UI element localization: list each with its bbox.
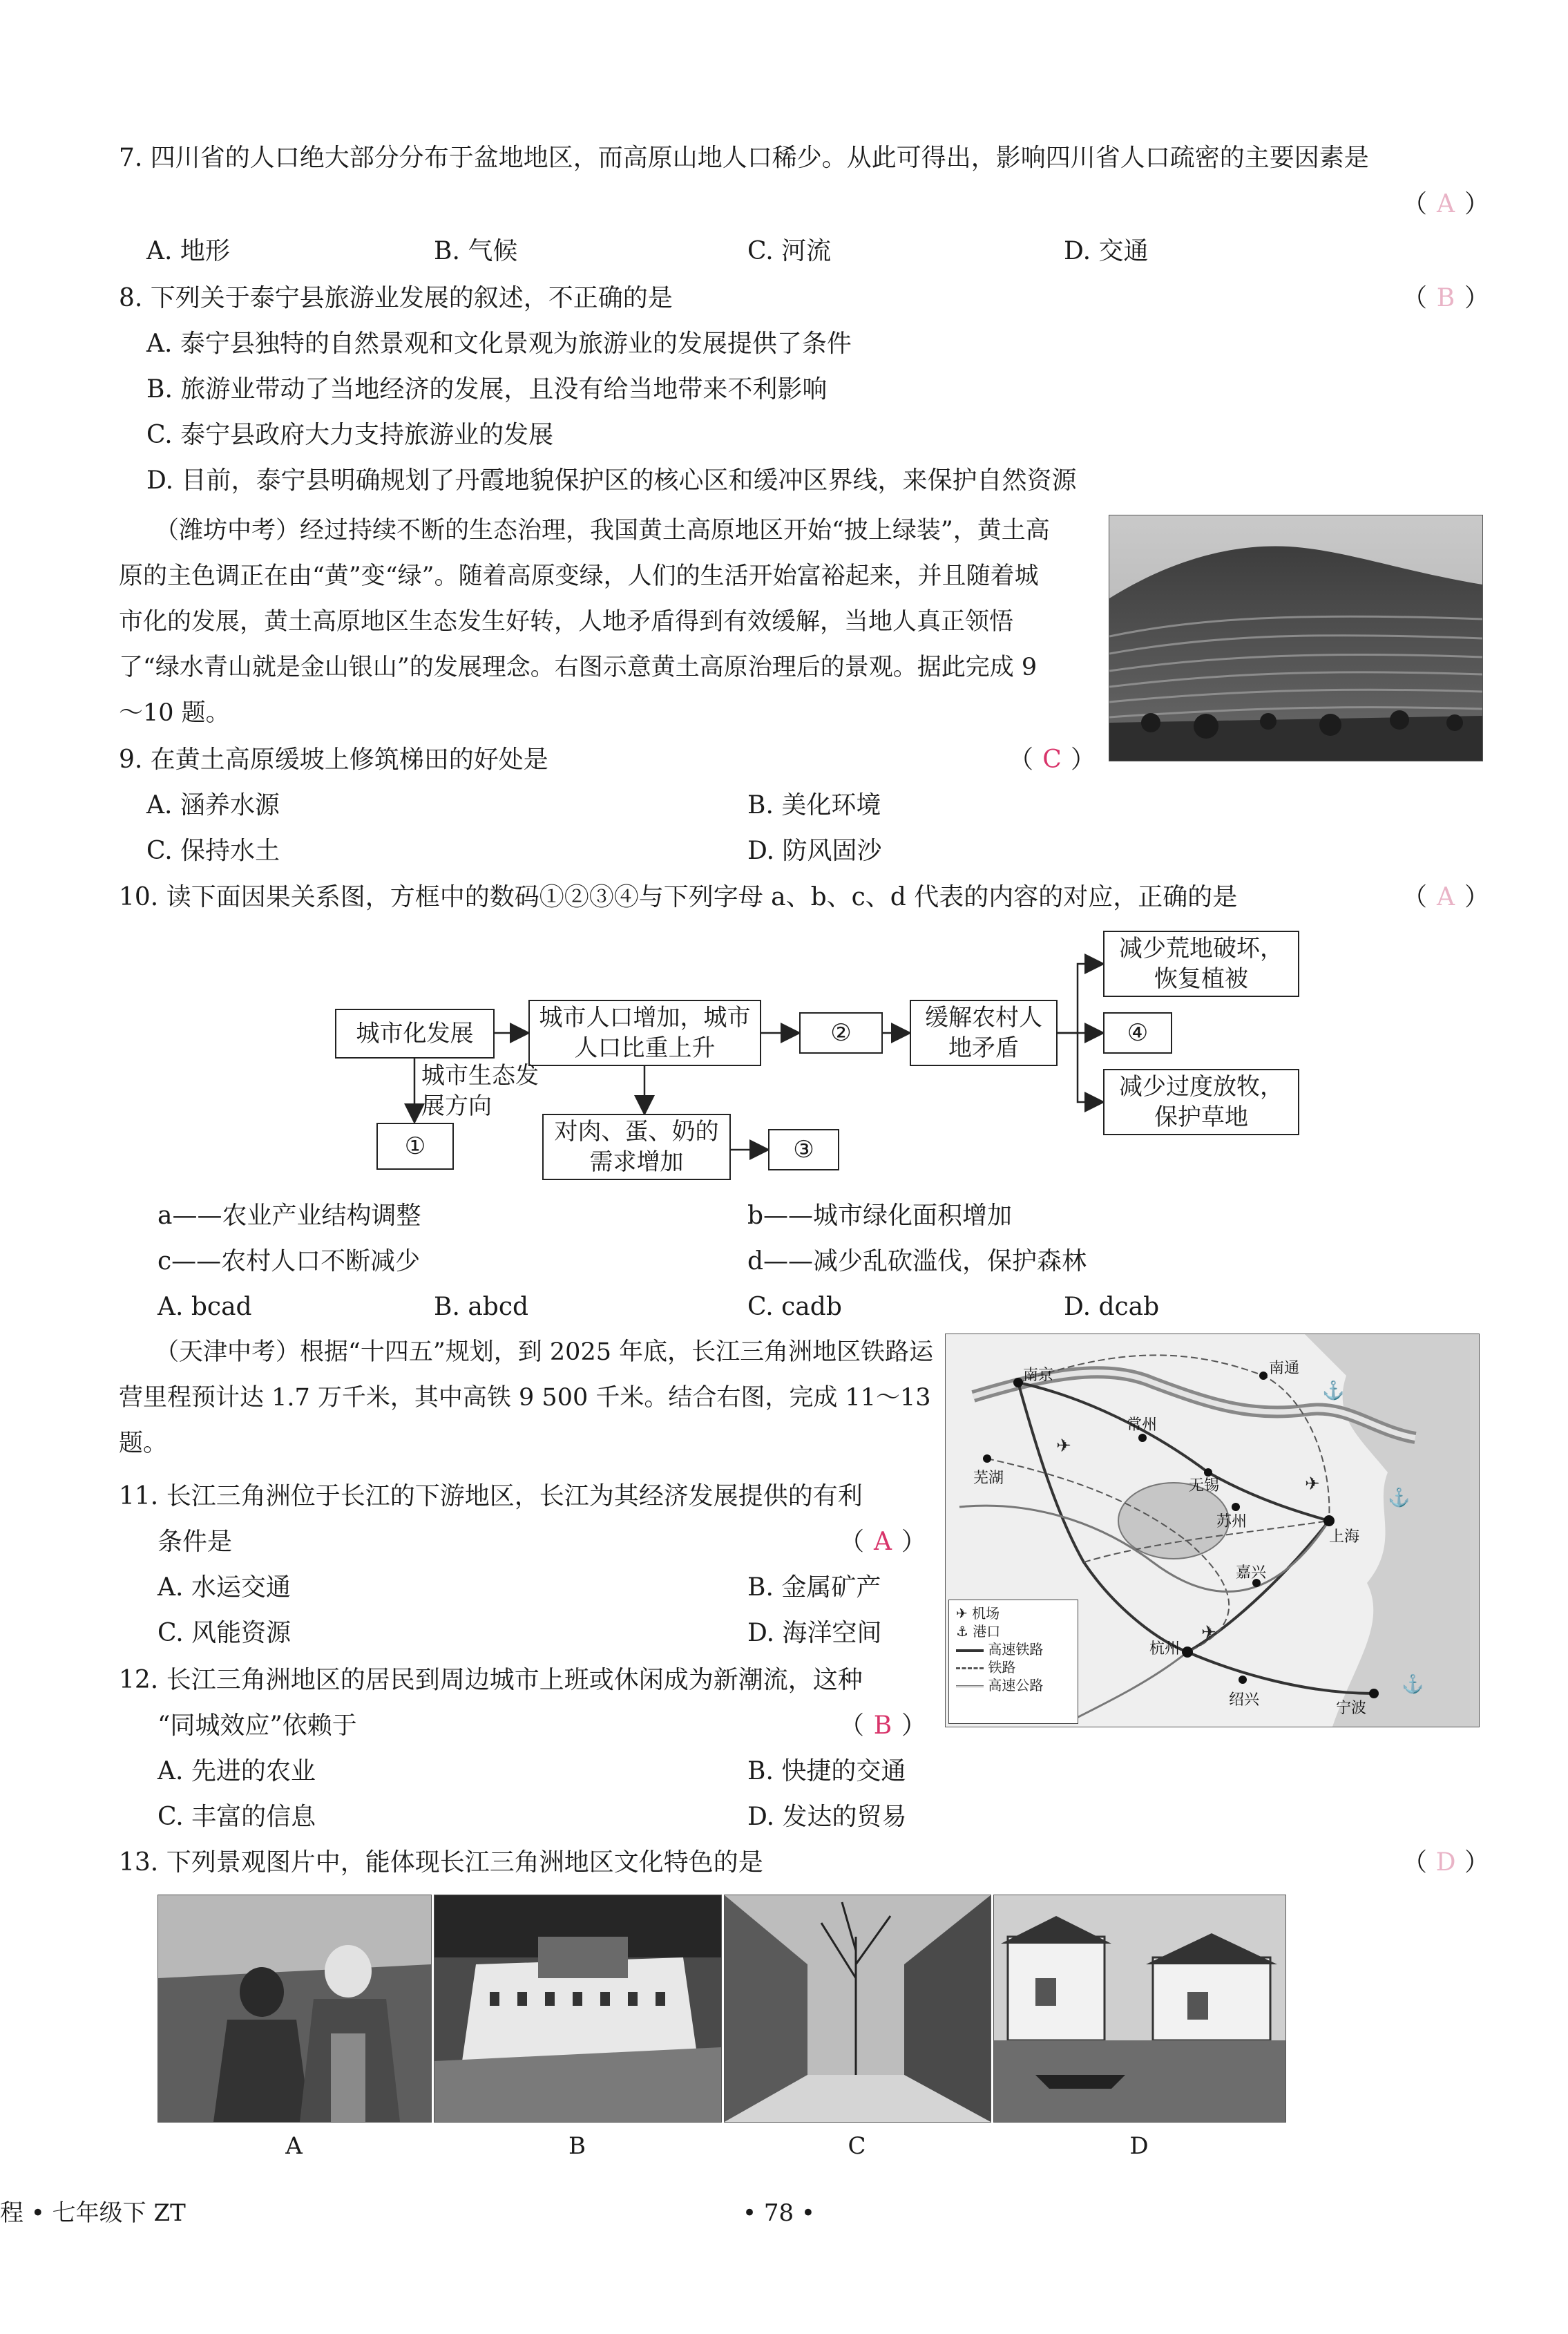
q10-answer: （ A ） [1402, 883, 1490, 911]
q7-option-d: D. 交通 [1064, 237, 1149, 265]
map-city-wuhu: 芜湖 [973, 1470, 1004, 1487]
q8-option-c: C. 泰宁县政府大力支持旅游业的发展 [146, 421, 554, 449]
q8-stem: 8. 下列关于泰宁县旅游业发展的叙述，不正确的是 [119, 284, 673, 312]
q12-option-c: C. 丰富的信息 [157, 1803, 316, 1831]
q8-option-b: B. 旅游业带动了当地经济的发展，且没有给当地带来不利影响 [146, 375, 828, 404]
q9-option-c: C. 保持水土 [146, 837, 280, 865]
q10-option-a: A. bcad [157, 1293, 252, 1321]
q10-stem: 10. 读下面因果关系图，方框中的数码①②③④与下列字母 a、b、c、d 代表的内容的对应，正确的是 [119, 883, 1238, 911]
q10-letter-a: a——农业产业结构调整 [157, 1202, 421, 1230]
q11-stem-line2: 条件是 [157, 1528, 233, 1556]
q10-letter-b: b——城市绿化面积增加 [747, 1202, 1013, 1230]
caption-d: D [1129, 2132, 1149, 2160]
q12-option-d: D. 发达的贸易 [747, 1803, 907, 1831]
q10-letter-c: c——农村人口不断减少 [157, 1247, 421, 1275]
box-circle-4: ④ [1103, 1012, 1172, 1054]
box-urbanization: 城市化发展 [335, 1009, 495, 1059]
svg-text:⚓: ⚓ [1402, 1674, 1424, 1695]
map-legend [948, 1600, 1078, 1724]
q9-answer: （ C ） [1008, 746, 1096, 774]
photo-c-hutong-alley [724, 1895, 991, 2123]
q8-answer: （ B ） [1402, 284, 1490, 312]
q10-option-c: C. cadb [747, 1293, 842, 1321]
q11-option-c: C. 风能资源 [157, 1619, 291, 1647]
q11-stem-line1: 11. 长江三角洲位于长江的下游地区，长江为其经济发展提供的有利 [119, 1482, 863, 1510]
q11-option-d: D. 海洋空间 [747, 1619, 882, 1647]
photo-d-water-town [993, 1895, 1286, 2123]
passage-11-13: （天津中考）根据“十四五”规划，到 2025 年底，长江三角洲地区铁路运营里程预计达 1.7 万千米，其中高铁 9 500 千米。结合右图，完成 11～13 题。 [119, 1338, 934, 1457]
anchor-icon: ⚓ [956, 1623, 968, 1640]
yangtze-delta-map [945, 1334, 1480, 1727]
q12-option-b: B. 快捷的交通 [747, 1757, 906, 1785]
q12-stem-line2: “同城效应”依赖于 [157, 1711, 357, 1740]
q12-option-a: A. 先进的农业 [157, 1757, 316, 1785]
q10-option-d: D. dcab [1064, 1293, 1160, 1321]
legend-port: ⚓ 港口 [956, 1623, 1001, 1640]
q11-option-a: A. 水运交通 [157, 1573, 291, 1602]
legend-airport: ✈ 机场 [956, 1605, 1000, 1622]
box-food-demand: 对肉、蛋、奶的需求增加 [542, 1114, 731, 1180]
svg-text:✈: ✈ [1305, 1474, 1320, 1495]
passage-9-10: （潍坊中考）经过持续不断的生态治理，我国黄土高原地区开始“披上绿装”，黄土高原的主色调正在由“黄”变“绿”。随着高原变绿，人们的生活开始富裕起来，并且随着城市化的发展，黄土高原地区生态发生好转，人地矛盾得到有效缓解，当地人真正领悟了“绿水青山就是金山银山”的发展理念。右图示意黄土高原治理后的景观。据此完成 9～10 题。 [119, 517, 1050, 727]
q11-answer: （ A ） [839, 1528, 927, 1556]
photo-b-potala-palace [434, 1895, 722, 2123]
q9-option-b: B. 美化环境 [747, 791, 881, 819]
box-reduce-grazing: 减少过度放牧，保护草地 [1103, 1069, 1299, 1135]
legend-railway: 铁路 [956, 1658, 1071, 1676]
map-city-changzhou: 常州 [1127, 1416, 1158, 1434]
map-city-wuxi: 无锡 [1189, 1477, 1220, 1495]
q12-answer: （ B ） [839, 1711, 927, 1740]
q10-option-b: B. abcd [434, 1293, 529, 1321]
q9-option-a: A. 涵养水源 [146, 791, 280, 819]
caption-a: A [285, 2132, 303, 2160]
q7-option-b: B. 气候 [434, 237, 518, 265]
box-reduce-wasteland: 减少荒地破坏，恢复植被 [1103, 931, 1299, 997]
box-city-population: 城市人口增加，城市人口比重上升 [528, 1000, 761, 1066]
map-city-nantong: 南通 [1269, 1360, 1300, 1377]
q12-stem-line1: 12. 长江三角洲地区的居民到周边城市上班或休闲成为新潮流，这种 [119, 1666, 863, 1694]
footer-course-info: 程 • 七年级下 ZT [0, 2199, 186, 2227]
q8-option-d: D. 目前，泰宁县明确规划了丹霞地貌保护区的核心区和缓冲区界线，来保护自然资源 [146, 466, 1077, 495]
svg-text:✈: ✈ [1056, 1436, 1071, 1457]
box-relieve-conflict: 缓解农村人地矛盾 [910, 1000, 1058, 1066]
svg-text:⚓: ⚓ [1322, 1381, 1345, 1401]
svg-text:✈: ✈ [1201, 1622, 1216, 1643]
airport-icon: ✈ [956, 1605, 968, 1622]
map-city-hangzhou: 杭州 [1149, 1640, 1180, 1658]
q13-stem: 13. 下列景观图片中，能体现长江三角洲地区文化特色的是 [119, 1848, 763, 1877]
q7-stem: 7. 四川省的人口绝大部分分布于盆地地区，而高原山地人口稀少。从此可得出，影响四川省人口疏密的主要因素是 [119, 144, 1369, 172]
map-city-ningbo: 宁波 [1336, 1700, 1367, 1717]
map-city-nanjing: 南京 [1023, 1367, 1054, 1384]
photo-a-tibetan-people [157, 1895, 432, 2123]
q9-option-d: D. 防风固沙 [747, 837, 882, 865]
svg-text:⚓: ⚓ [1388, 1488, 1411, 1508]
map-city-shaoxing: 绍兴 [1229, 1691, 1260, 1709]
box-circle-3: ③ [768, 1129, 839, 1170]
q10-letter-d: d——减少乱砍滥伐，保护森林 [747, 1247, 1087, 1275]
legend-expressway: 高速公路 [956, 1676, 1071, 1694]
map-city-suzhou: 苏州 [1216, 1513, 1247, 1530]
box-circle-1: ① [376, 1123, 454, 1170]
q11-option-b: B. 金属矿产 [747, 1573, 881, 1602]
caption-c: C [848, 2132, 866, 2160]
q13-answer: （ D ） [1402, 1848, 1490, 1877]
legend-high-speed-rail: 高速铁路 [956, 1640, 1071, 1658]
label-eco-direction: 城市生态发展方向 [421, 1062, 539, 1120]
q7-option-a: A. 地形 [146, 237, 230, 265]
q9-stem: 9. 在黄土高原缓坡上修筑梯田的好处是 [119, 746, 548, 774]
q7-answer: （ A ） [1402, 190, 1490, 218]
page-number: • 78 • [743, 2199, 815, 2227]
caption-b: B [568, 2132, 586, 2160]
box-circle-2: ② [799, 1012, 883, 1054]
q7-option-c: C. 河流 [747, 237, 832, 265]
map-city-shanghai: 上海 [1329, 1528, 1360, 1546]
q8-option-a: A. 泰宁县独特的自然景观和文化景观为旅游业的发展提供了条件 [146, 330, 852, 358]
map-city-jiaxing: 嘉兴 [1236, 1564, 1267, 1582]
